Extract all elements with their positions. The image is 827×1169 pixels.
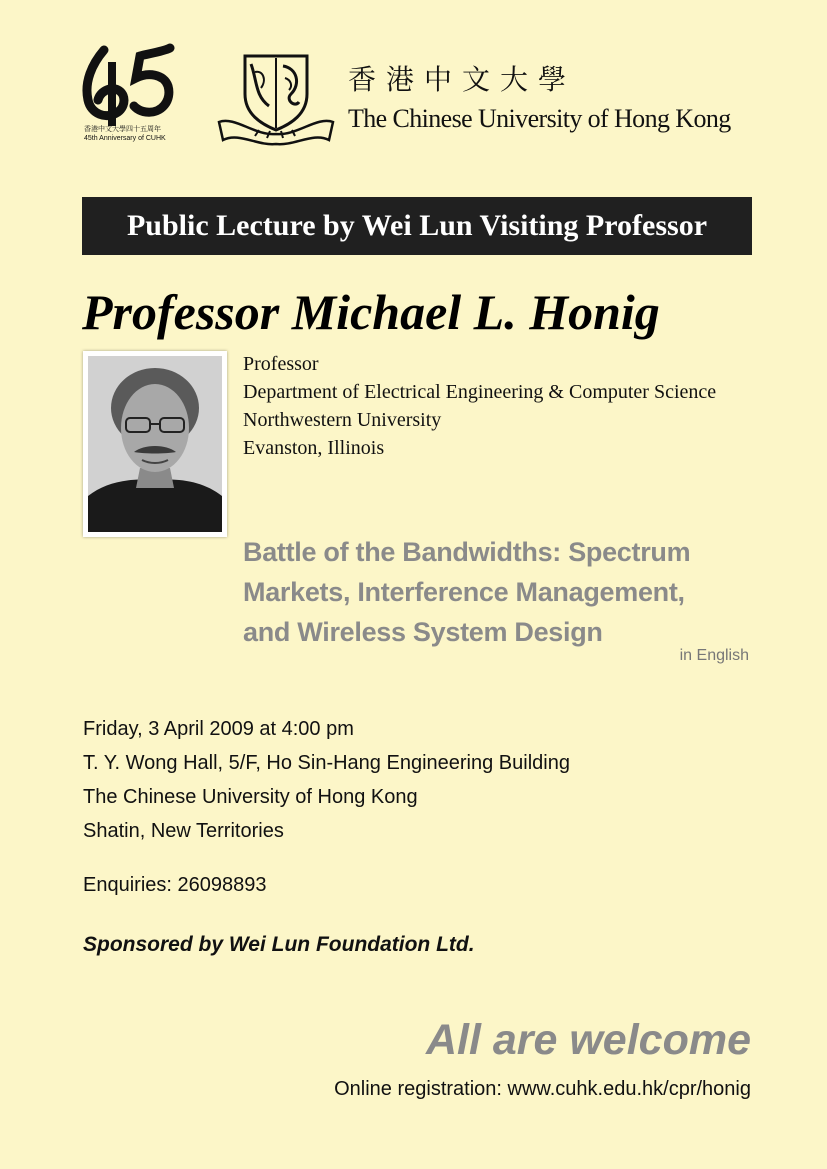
university-name-zh: 香港中文大學 [348,63,577,96]
welcome-text: All are welcome [425,1016,751,1064]
speaker-affiliation [243,350,716,462]
registration-link[interactable]: Online registration: www.cuhk.edu.hk/cpr/honig [334,1078,751,1100]
sponsor-line: Sponsored by Wei Lun Foundation Ltd. [83,933,475,956]
speaker-photo [88,356,222,532]
talk-title-line: Battle of the Bandwidths: Spectrum [243,537,691,567]
speaker-location: Evanston, Illinois [243,437,385,459]
university-name-en: The Chinese University of Hong Kong [348,104,731,133]
event-datetime: Friday, 3 April 2009 at 4:00 pm [83,718,354,740]
lecture-banner: Public Lecture by Wei Lun Visiting Professor [82,197,752,255]
anniversary-caption-en: 45th Anniversary of CUHK [84,135,166,142]
enquiries: Enquiries: 26098893 [83,874,267,896]
event-venue: T. Y. Wong Hall, 5/F, Ho Sin-Hang Engineering Building [83,752,570,774]
event-institution: The Chinese University of Hong Kong [83,786,418,808]
talk-language: in English [679,647,749,664]
speaker-name: Professor Michael L. Honig [82,284,660,340]
speaker-department: Department of Electrical Engineering & Computer Science [243,381,717,403]
talk-title-line: Markets, Interference Management, [243,577,685,607]
talk-title-line: and Wireless System Design [243,617,603,647]
event-location: Shatin, New Territories [83,820,284,842]
event-details [83,712,570,848]
talk-title [243,532,763,652]
speaker-university: Northwestern University [243,409,442,431]
university-crest [215,50,337,146]
speaker-position: Professor [243,353,319,375]
anniversary-caption-zh: 香港中文大學四十五周年 [84,125,161,133]
speaker-photo-frame [83,351,227,537]
